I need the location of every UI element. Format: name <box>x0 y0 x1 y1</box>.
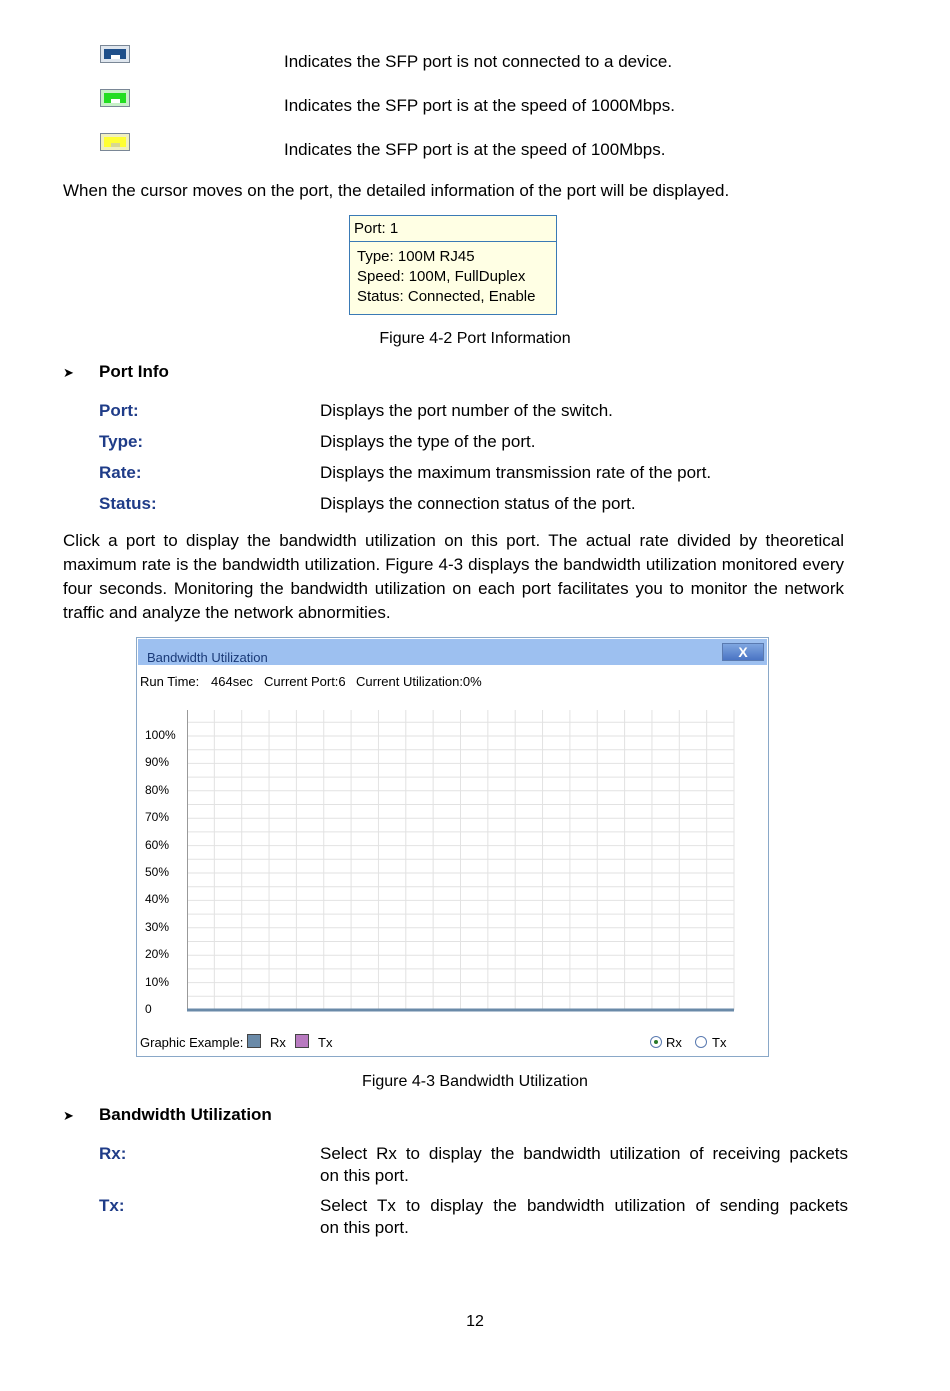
y-tick-label: 0 <box>145 1002 152 1016</box>
term-type: Type: <box>99 432 144 451</box>
sfp-not-connected-icon <box>100 45 130 63</box>
desc-rx <box>320 1143 848 1187</box>
port-info-heading: Port Info <box>99 362 169 381</box>
graphic-example-label: Graphic Example: <box>140 1035 244 1050</box>
intro-sentence: When the cursor moves on the port, the detailed information of the port will be displayed. <box>63 181 730 200</box>
run-time-value: 464sec <box>211 674 253 689</box>
tx-legend-label: Tx <box>318 1035 333 1050</box>
page-number: 12 <box>466 1313 484 1330</box>
bandwidth-chart <box>187 710 737 1015</box>
sfp-1000mbps-icon <box>100 89 130 107</box>
bandwidth-window <box>136 637 769 1057</box>
desc-rx-line2: on this port. <box>320 1166 409 1185</box>
sfp-100mbps-icon <box>100 133 130 151</box>
term-rate: Rate: <box>99 463 142 482</box>
y-tick-label: 10% <box>145 974 170 989</box>
legend-text-1000mbps: Indicates the SFP port is at the speed of 1000Mbps. <box>284 96 675 115</box>
desc-status: Displays the connection status of the port. <box>320 494 636 513</box>
rx-radio[interactable] <box>650 1036 662 1048</box>
desc-type: Displays the type of the port. <box>320 432 536 451</box>
legend-text-not-connected: Indicates the SFP port is not connected to a device. <box>284 52 673 71</box>
term-port: Port: <box>99 401 139 420</box>
bandwidth-heading: Bandwidth Utilization <box>99 1105 272 1124</box>
tooltip-status: Status: Connected, Enable <box>357 288 536 305</box>
tx-radio-label[interactable]: Tx <box>712 1035 727 1050</box>
tooltip-speed: Speed: 100M, FullDuplex <box>357 268 526 285</box>
desc-rate: Displays the maximum transmission rate of the port. <box>320 463 712 482</box>
bandwidth-paragraph: Click a port to display the bandwidth utilization on this port. The actual rate divided by theoretical maximum rate is the bandwidth utilization. Figure 4-3 displays the bandwidth utilization monitored every four seconds. Monitoring the bandwidth utilization on each port facilitates you to monitor the network traffic and analyze the network abnormities. <box>63 531 844 622</box>
y-tick-label: 20% <box>145 947 170 962</box>
close-button[interactable]: X <box>722 643 764 661</box>
current-port: Current Port:6 <box>264 674 346 689</box>
run-time-label: Run Time: <box>140 674 200 689</box>
bullet-arrow-icon: ➤ <box>63 365 74 380</box>
desc-tx-line2: on this port. <box>320 1218 409 1237</box>
desc-port: Displays the port number of the switch. <box>320 401 613 420</box>
y-tick-label: 40% <box>145 892 170 907</box>
rx-legend-swatch <box>247 1034 261 1048</box>
y-tick-label: 50% <box>145 865 170 879</box>
tooltip-port: Port: 1 <box>350 216 556 242</box>
y-tick-label: 100% <box>145 728 176 742</box>
bullet-arrow-icon: ➤ <box>63 1108 74 1123</box>
y-tick-label: 30% <box>145 919 170 934</box>
figure-3-caption: Figure 4-3 Bandwidth Utilization <box>362 1073 588 1090</box>
desc-tx <box>320 1195 848 1239</box>
window-title: Bandwidth Utilization <box>147 650 268 665</box>
port-tooltip <box>349 215 557 315</box>
y-tick-label: 90% <box>145 755 170 770</box>
y-tick-label: 60% <box>145 837 170 852</box>
term-rx: Rx: <box>99 1144 127 1163</box>
window-titlebar <box>138 639 767 665</box>
tx-radio[interactable] <box>695 1036 707 1048</box>
term-tx: Tx: <box>99 1196 125 1215</box>
y-tick-label: 70% <box>145 810 170 825</box>
tooltip-type: Type: 100M RJ45 <box>357 248 475 265</box>
desc-tx-line1: Select Tx to display the bandwidth utilization of sending packets <box>320 1196 848 1215</box>
figure-2-caption: Figure 4-2 Port Information <box>379 330 571 347</box>
term-status: Status: <box>99 494 157 513</box>
rx-radio-label[interactable]: Rx <box>666 1035 682 1050</box>
rx-radio-selected-dot <box>654 1040 658 1044</box>
legend-text-100mbps: Indicates the SFP port is at the speed of 100Mbps. <box>284 140 666 159</box>
current-utilization: Current Utilization:0% <box>356 674 482 689</box>
tx-legend-swatch <box>295 1034 309 1048</box>
y-tick-label: 80% <box>145 782 170 797</box>
rx-legend-label: Rx <box>270 1035 286 1050</box>
desc-rx-line1: Select Rx to display the bandwidth utilization of receiving packets <box>320 1144 848 1163</box>
